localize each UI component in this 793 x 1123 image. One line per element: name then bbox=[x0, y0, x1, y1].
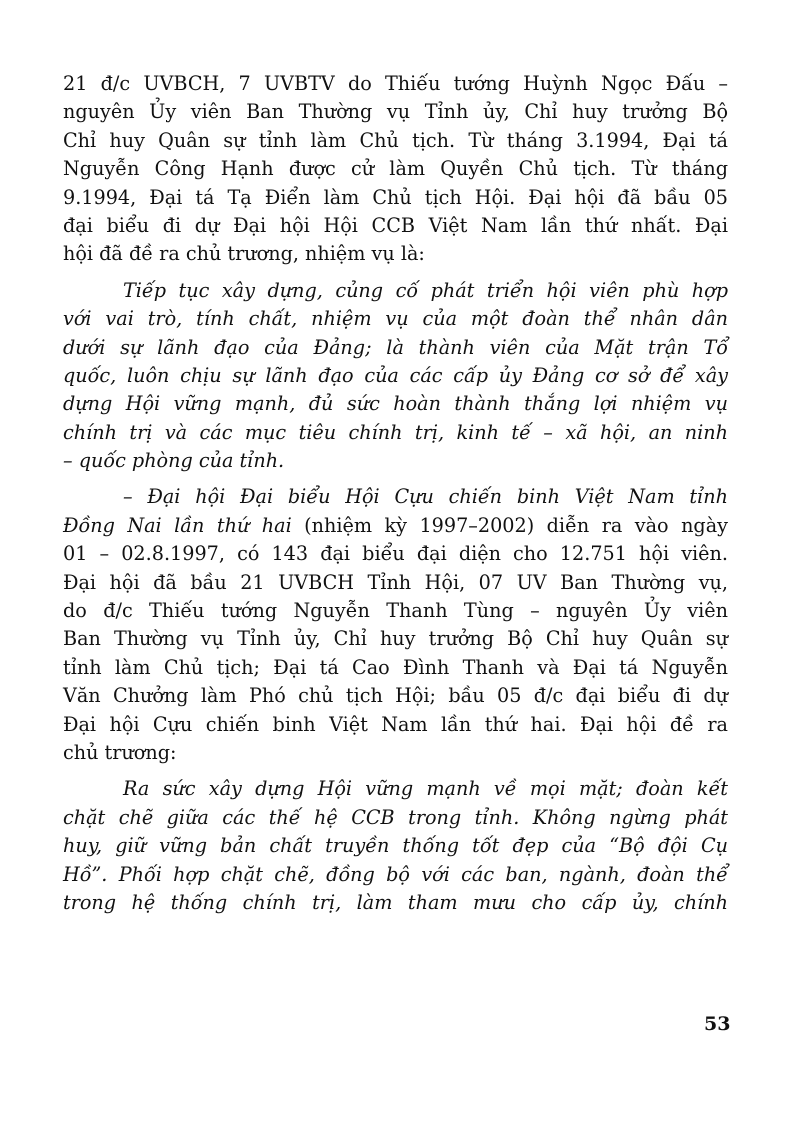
text-line: hội đã đề ra chủ trương, nhiệm vụ là: bbox=[63, 242, 425, 266]
text-line: tỉnh làm Chủ tịch; Đại tá Cao Đình Thanh và Đại tá Nguyễn bbox=[63, 655, 728, 679]
text-line: Đại hội đã bầu 21 UVBCH Tỉnh Hội, 07 UV Ban Thường vụ, bbox=[63, 570, 728, 594]
paragraph-3 bbox=[63, 483, 728, 767]
text-line: huy, giữ vững bản chất truyền thống tốt đẹp của “Bộ đội Cụ bbox=[63, 834, 728, 858]
text-line: chính trị và các mục tiêu chính trị, kinh tế – xã hội, an ninh bbox=[63, 420, 728, 444]
text-line: Chỉ huy Quân sự tỉnh làm Chủ tịch. Từ tháng 3.1994, Đại tá bbox=[63, 128, 728, 152]
page-body bbox=[63, 70, 728, 917]
text-line: Nguyễn Công Hạnh được cử làm Quyền Chủ tịch. Từ tháng bbox=[63, 157, 728, 181]
text-line: nguyên Ủy viên Ban Thường vụ Tỉnh ủy, Chỉ huy trưởng Bộ bbox=[63, 100, 728, 124]
text-line: Tiếp tục xây dựng, củng cố phát triển hội viên phù hợp bbox=[123, 278, 728, 302]
text-line: dưới sự lãnh đạo của Đảng; là thành viên của Mặt trận Tổ bbox=[63, 335, 728, 359]
text-line: Văn Chưởng làm Phó chủ tịch Hội; bầu 05 đ/c đại biểu đi dự bbox=[63, 684, 728, 708]
text-line: 21 đ/c UVBCH, 7 UVBTV do Thiếu tướng Huỳnh Ngọc Đấu – bbox=[63, 72, 728, 95]
text-line: với vai trò, tính chất, nhiệm vụ của một đoàn thể nhân dân bbox=[63, 307, 728, 331]
paragraph-4-quote bbox=[63, 775, 728, 917]
text-line: dựng Hội vững mạnh, đủ sức hoàn thành thắng lợi nhiệm vụ bbox=[63, 392, 728, 416]
text-line: – Đại hội Đại biểu Hội Cựu chiến binh Việt Nam tỉnh bbox=[123, 485, 728, 509]
text-line: trong hệ thống chính trị, làm tham mưu cho cấp ủy, chính bbox=[63, 890, 728, 914]
text-line: chặt chẽ giữa các thế hệ CCB trong tỉnh. Không ngừng phát bbox=[63, 805, 728, 829]
text-line: chủ trương: bbox=[63, 740, 177, 764]
text-line: Ban Thường vụ Tỉnh ủy, Chỉ huy trưởng Bộ Chỉ huy Quân sự bbox=[63, 627, 728, 651]
text-line: Hồ”. Phối hợp chặt chẽ, đồng bộ với các ban, ngành, đoàn thể bbox=[63, 862, 728, 886]
text-line: Ra sức xây dựng Hội vững mạnh về mọi mặt; đoàn kết bbox=[123, 777, 728, 801]
text-fragment: (nhiệm kỳ 1997–2002) diễn ra vào ngày bbox=[291, 513, 728, 537]
text-line: do đ/c Thiếu tướng Nguyễn Thanh Tùng – nguyên Ủy viên bbox=[63, 599, 728, 623]
text-line: quốc, luôn chịu sự lãnh đạo của các cấp ủy Đảng cơ sở để xây bbox=[63, 363, 728, 387]
paragraph-1 bbox=[63, 70, 728, 269]
text-line: 9.1994, Đại tá Tạ Điển làm Chủ tịch Hội. Đại hội đã bầu 05 bbox=[63, 185, 728, 209]
text-line: Đại hội Cựu chiến binh Việt Nam lần thứ hai. Đại hội đề ra bbox=[63, 712, 728, 736]
text-line: đại biểu đi dự Đại hội Hội CCB Việt Nam lần thứ nhất. Đại bbox=[63, 213, 728, 237]
congress-title: Đồng Nai lần thứ hai bbox=[63, 513, 292, 537]
text-line bbox=[63, 512, 728, 540]
paragraph-2-quote bbox=[63, 277, 728, 476]
text-line: – quốc phòng của tỉnh. bbox=[63, 449, 285, 473]
page-number: 53 bbox=[704, 1013, 731, 1035]
text-line: 01 – 02.8.1997, có 143 đại biểu đại diện cho 12.751 hội viên. bbox=[63, 542, 728, 566]
